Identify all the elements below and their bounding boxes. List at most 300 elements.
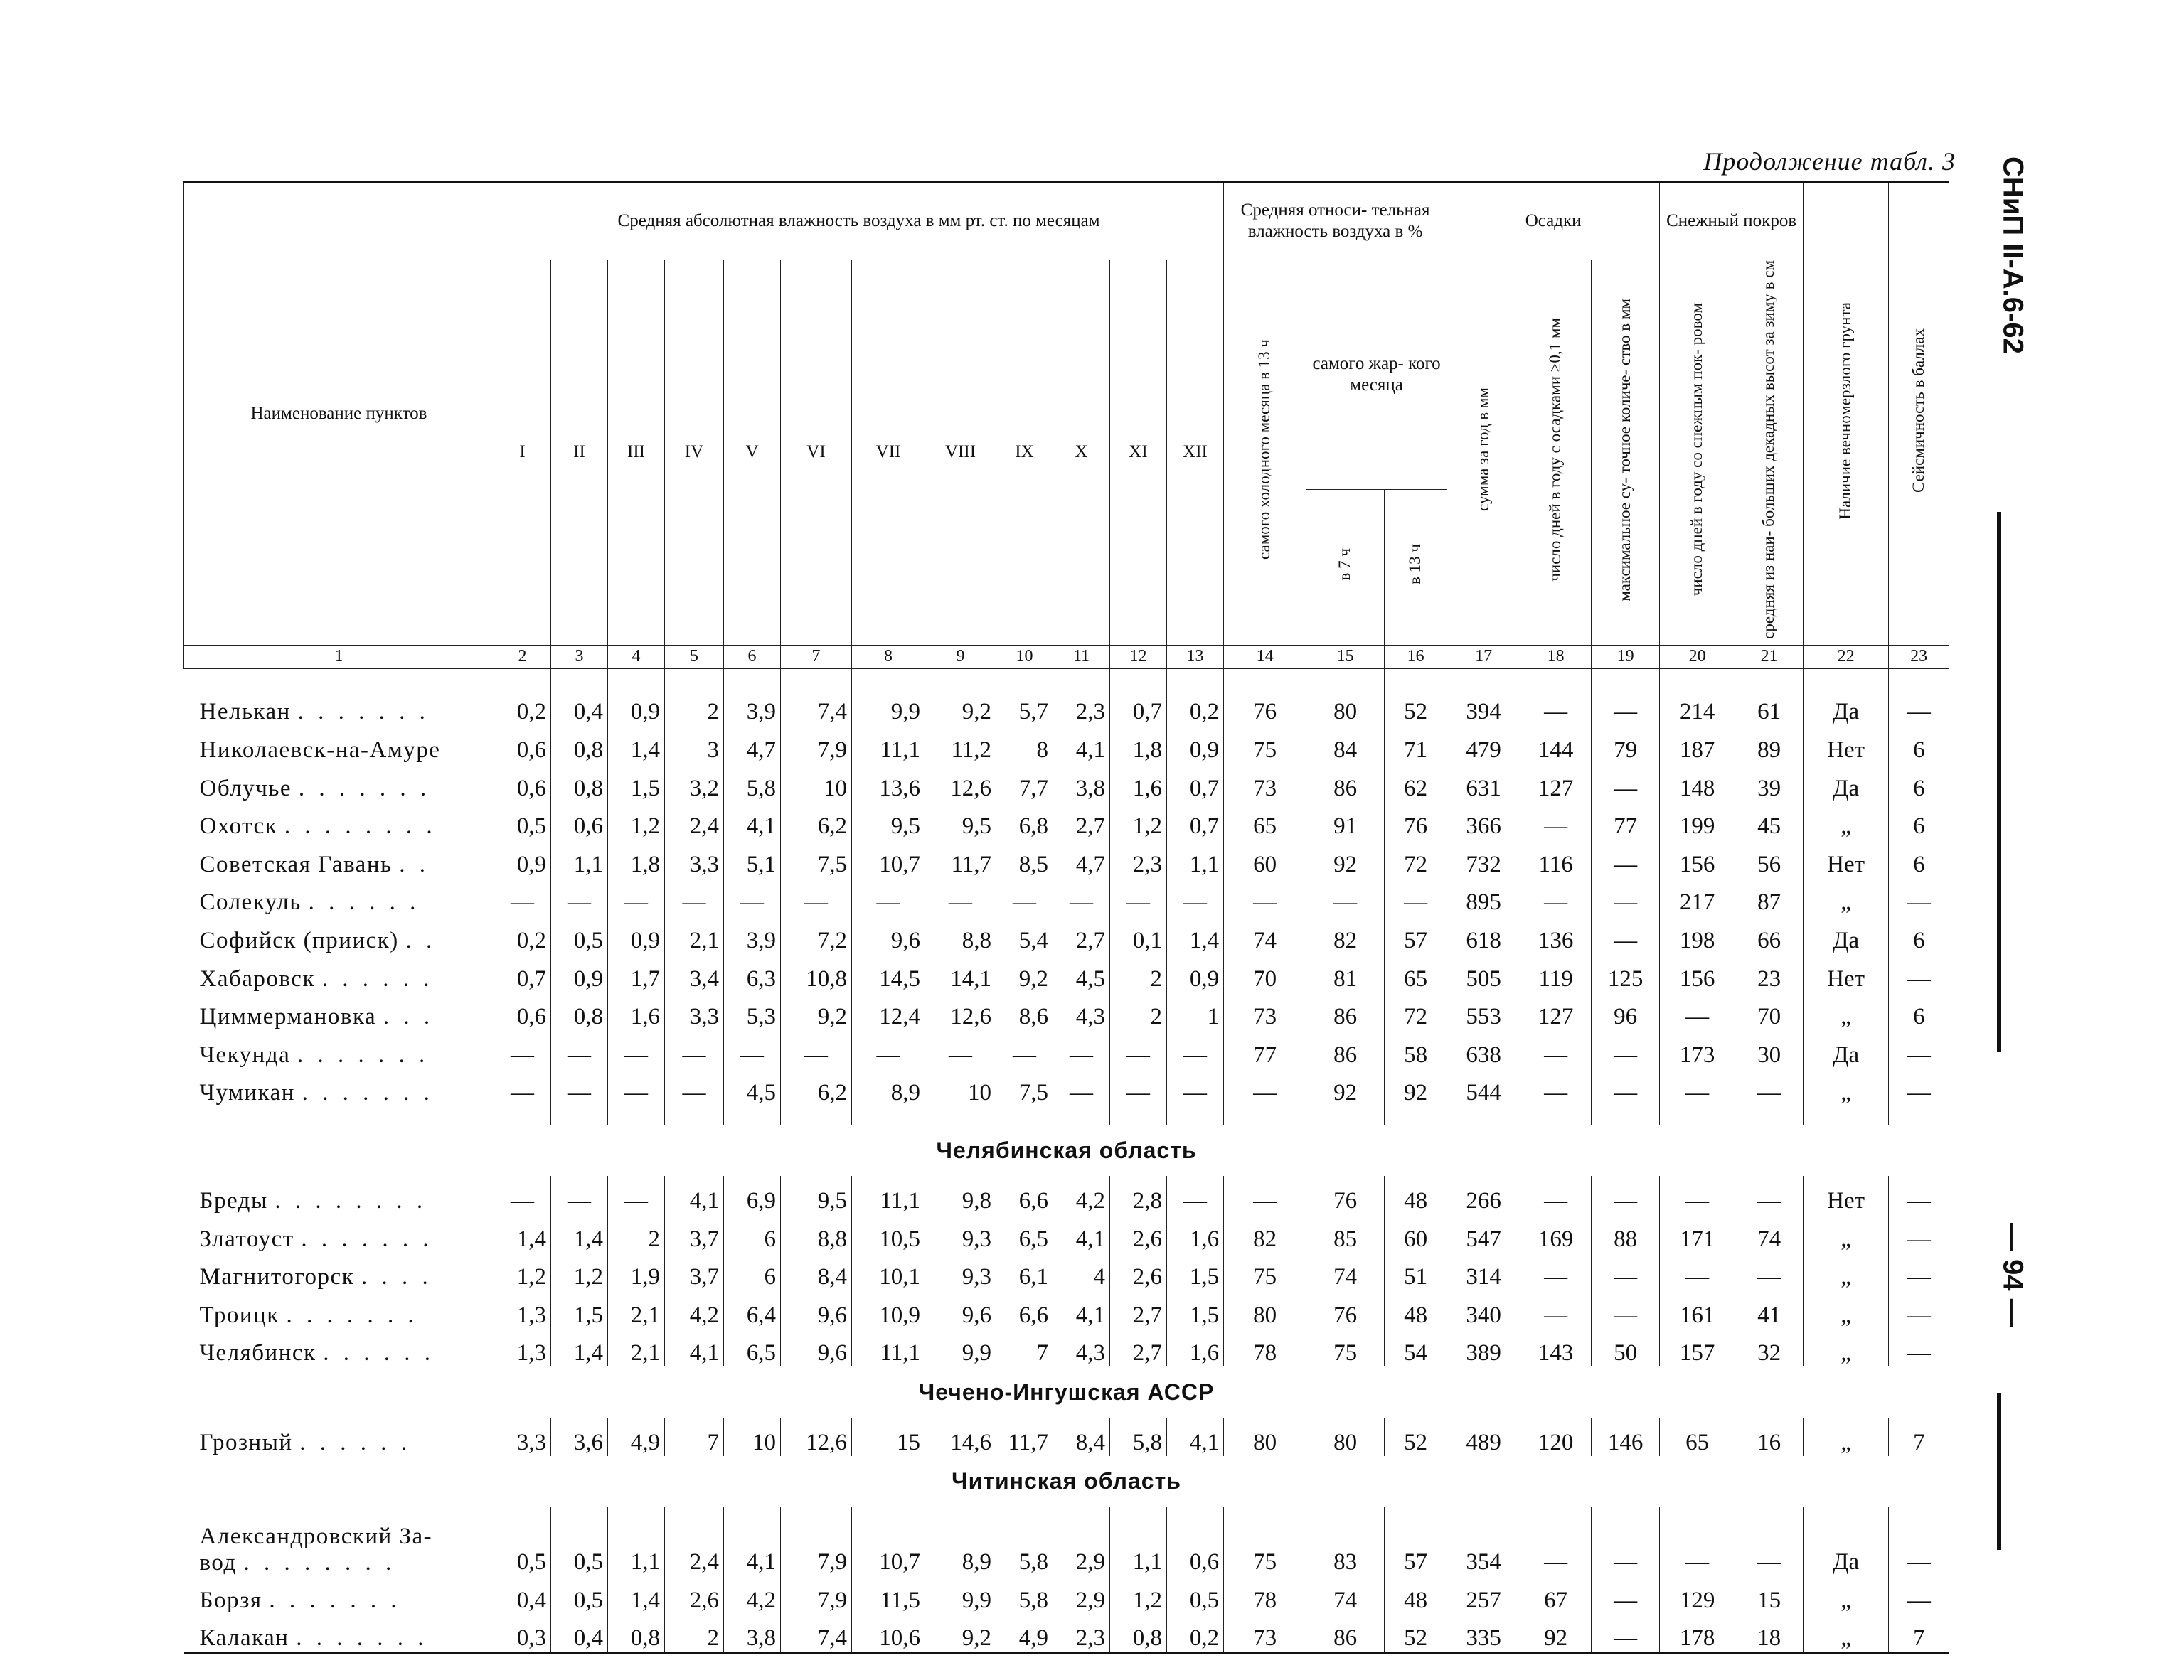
table-cell: 0,7 — [1110, 687, 1167, 726]
table-cell: — — [1520, 878, 1592, 916]
col-header-at13 — [1385, 489, 1447, 645]
spacer-row — [184, 668, 1949, 687]
station-name-text: Хабаровск — [199, 965, 322, 992]
table-cell: 3,3 — [665, 993, 724, 1031]
spacer-cell — [925, 668, 996, 687]
table-cell: Нет — [1804, 1176, 1889, 1214]
table-cell: 54 — [1385, 1329, 1447, 1367]
table-cell: Да — [1804, 916, 1889, 954]
station-name — [184, 1069, 494, 1107]
table-cell: — — [1385, 878, 1447, 916]
spacer-cell — [1735, 1106, 1804, 1125]
table-cell: 9,9 — [925, 1329, 996, 1367]
table-cell: Нет — [1804, 725, 1889, 764]
table-cell: 1,5 — [551, 1290, 608, 1329]
table-cell: 257 — [1447, 1575, 1520, 1614]
table-cell: 12,6 — [925, 993, 996, 1031]
table-cell: 80 — [1306, 1418, 1385, 1456]
table-cell: 96 — [1592, 993, 1660, 1031]
table-cell: 11,2 — [925, 725, 996, 764]
table-cell: 23 — [1735, 954, 1804, 993]
table-cell: — — [1735, 1069, 1804, 1107]
table-cell: 0,9 — [551, 954, 608, 993]
table-cell: 6,3 — [724, 954, 781, 993]
table-cell: „ — [1804, 1575, 1889, 1614]
table-cell: 895 — [1447, 878, 1520, 916]
table-cell: — — [551, 1030, 608, 1069]
table-cell: 0,4 — [551, 687, 608, 726]
table-cell: 2,4 — [665, 1507, 724, 1575]
table-cell: 75 — [1224, 725, 1306, 764]
table-cell: 87 — [1735, 878, 1804, 916]
table-cell: 3,7 — [665, 1253, 724, 1291]
station-name — [184, 954, 494, 993]
table-cell: 75 — [1224, 1253, 1306, 1291]
table-cell: 9,6 — [781, 1290, 852, 1329]
table-cell: 88 — [1592, 1214, 1660, 1253]
table-cell: 77 — [1592, 802, 1660, 840]
col-header-abs-humidity: Средняя абсолютная влажность воздуха в мм рт. ст. по месяцам — [494, 182, 1224, 260]
leader-dots: . . . . — [361, 1264, 432, 1290]
table-cell: — — [1889, 1214, 1949, 1253]
station-name — [184, 1290, 494, 1329]
table-cell: 62 — [1385, 764, 1447, 802]
table-cell: 7,9 — [781, 1575, 852, 1614]
col-header-coldest-text: самого холодного месяца в 13 ч — [1255, 339, 1274, 560]
column-number: 11 — [1053, 645, 1110, 668]
station-name-text: Челябинск — [199, 1340, 324, 1366]
col-header-precip: Осадки — [1447, 182, 1660, 260]
table-cell: 1,6 — [1110, 764, 1167, 802]
table-cell: Нет — [1804, 840, 1889, 878]
table-cell: 75 — [1306, 1329, 1385, 1367]
station-name-text: вод — [199, 1549, 244, 1575]
spacer-cell — [1592, 1106, 1660, 1125]
station-name — [184, 878, 494, 916]
table-cell: 0,8 — [551, 725, 608, 764]
table-cell: 1,8 — [1110, 725, 1167, 764]
table-cell: — — [781, 878, 852, 916]
table-cell: 4,7 — [724, 725, 781, 764]
table-cell: 75 — [1224, 1507, 1306, 1575]
column-number: 8 — [852, 645, 925, 668]
table-cell: 10,6 — [852, 1614, 925, 1653]
table-cell: 1,1 — [608, 1507, 665, 1575]
table-cell: 0,2 — [1167, 687, 1224, 726]
table-cell: — — [1520, 1069, 1592, 1107]
table-cell: 9,2 — [925, 687, 996, 726]
column-number-row — [184, 645, 1949, 668]
table-cell: 61 — [1735, 687, 1804, 726]
spacer-cell — [665, 1106, 724, 1125]
spacer-cell — [1167, 668, 1224, 687]
station-name — [184, 764, 494, 802]
table-cell: 10 — [925, 1069, 996, 1107]
table-cell: — — [1660, 1069, 1735, 1107]
table-cell: — — [1592, 1575, 1660, 1614]
table-cell: — — [1592, 687, 1660, 726]
table-cell: 732 — [1447, 840, 1520, 878]
table-cell: 74 — [1735, 1214, 1804, 1253]
table-cell: 4,1 — [665, 1329, 724, 1367]
table-cell: — — [1889, 1253, 1949, 1291]
table-cell: 16 — [1735, 1418, 1804, 1456]
spacer-cell — [1660, 668, 1735, 687]
table-cell: 169 — [1520, 1214, 1592, 1253]
table-cell: 143 — [1520, 1329, 1592, 1367]
table-cell: 9,9 — [852, 687, 925, 726]
table-cell: 5,8 — [996, 1575, 1053, 1614]
table-cell: 0,5 — [494, 1507, 551, 1575]
spacer-cell — [1804, 1106, 1889, 1125]
table-cell: — — [665, 878, 724, 916]
table-cell: 65 — [1385, 954, 1447, 993]
table-cell: 86 — [1306, 1614, 1385, 1653]
table-cell: — — [1660, 1253, 1735, 1291]
table-cell: 1,5 — [1167, 1290, 1224, 1329]
document-code — [1984, 156, 2041, 441]
station-name — [184, 916, 494, 954]
table-cell: 8,4 — [781, 1253, 852, 1291]
table-cell: 0,6 — [494, 993, 551, 1031]
table-cell: 0,5 — [551, 916, 608, 954]
table-cell: 5,1 — [724, 840, 781, 878]
column-number: 23 — [1889, 645, 1949, 668]
table-cell: 10,9 — [852, 1290, 925, 1329]
table-cell: 2,3 — [1053, 687, 1110, 726]
station-name-text: Чекунда — [199, 1042, 298, 1068]
table-cell: 9,6 — [852, 916, 925, 954]
spacer-cell — [1385, 668, 1447, 687]
table-cell: 119 — [1520, 954, 1592, 993]
leader-dots: . . . . . . . — [297, 699, 430, 725]
table-cell: 4,2 — [724, 1575, 781, 1614]
table-row — [184, 1507, 1949, 1575]
table-cell: „ — [1804, 1253, 1889, 1291]
table-cell: 366 — [1447, 802, 1520, 840]
column-number: 13 — [1167, 645, 1224, 668]
table-cell: 120 — [1520, 1418, 1592, 1456]
table-cell: 1,1 — [1110, 1507, 1167, 1575]
table-cell: 6,2 — [781, 1069, 852, 1107]
table-cell: 2,9 — [1053, 1575, 1110, 1614]
table-cell: 3 — [665, 725, 724, 764]
table-cell: 161 — [1660, 1290, 1735, 1329]
station-name — [184, 1253, 494, 1291]
table-cell: 48 — [1385, 1176, 1447, 1214]
table-cell: 214 — [1660, 687, 1735, 726]
col-header-month: V — [724, 260, 781, 646]
table-cell: 631 — [1447, 764, 1520, 802]
station-name-text: Троицк — [199, 1302, 287, 1328]
table-cell: 156 — [1660, 954, 1735, 993]
table-cell: 32 — [1735, 1329, 1804, 1367]
table-cell: 5,8 — [724, 764, 781, 802]
table-cell: — — [1889, 1176, 1949, 1214]
table-cell: 1,7 — [608, 954, 665, 993]
table-row — [184, 1214, 1949, 1253]
station-name — [184, 1575, 494, 1614]
table-cell: 11,7 — [925, 840, 996, 878]
station-name-text: Бреды — [199, 1187, 275, 1214]
table-cell: 8,9 — [852, 1069, 925, 1107]
col-header-month: VI — [781, 260, 852, 646]
table-cell: 0,7 — [1167, 802, 1224, 840]
table-cell: 0,6 — [494, 725, 551, 764]
table-cell: — — [925, 878, 996, 916]
table-cell: 1,5 — [608, 764, 665, 802]
table-cell: 39 — [1735, 764, 1804, 802]
table-cell: — — [1889, 954, 1949, 993]
table-cell: — — [1889, 878, 1949, 916]
table-cell: 2,6 — [665, 1575, 724, 1614]
table-cell: 4,1 — [1053, 1290, 1110, 1329]
col-header-snow-height — [1735, 260, 1804, 646]
table-cell: — — [781, 1030, 852, 1069]
table-row — [184, 764, 1949, 802]
table-cell: 4,2 — [1053, 1176, 1110, 1214]
table-cell: 4,2 — [665, 1290, 724, 1329]
column-number: 19 — [1592, 645, 1660, 668]
table-cell: 1,5 — [1167, 1253, 1224, 1291]
table-cell: 0,5 — [551, 1507, 608, 1575]
leader-dots: . . . . . . . — [269, 1587, 401, 1613]
table-header — [184, 182, 1949, 669]
col-header-coldest — [1224, 260, 1306, 646]
col-header-month: I — [494, 260, 551, 646]
col-header-permafrost-text: Наличие вечномерзлого грунта — [1836, 302, 1855, 520]
table-cell: 5,4 — [996, 916, 1053, 954]
table-cell: 6,9 — [724, 1176, 781, 1214]
table-cell: 7 — [1889, 1614, 1949, 1653]
table-cell: — — [1306, 878, 1385, 916]
table-cell: 9,5 — [925, 802, 996, 840]
table-cell: 73 — [1224, 993, 1306, 1031]
table-cell: 14,1 — [925, 954, 996, 993]
table-cell: 1,2 — [494, 1253, 551, 1291]
table-cell: 11,5 — [852, 1575, 925, 1614]
table-cell: 10 — [781, 764, 852, 802]
table-cell: 638 — [1447, 1030, 1520, 1069]
spacer-cell — [1053, 1106, 1110, 1125]
station-name-text: Магнитогорск — [199, 1264, 361, 1290]
table-cell: 7,4 — [781, 687, 852, 726]
table-cell: 0,1 — [1110, 916, 1167, 954]
table-cell: 2,1 — [608, 1290, 665, 1329]
table-cell: 48 — [1385, 1290, 1447, 1329]
table-cell: — — [1520, 1507, 1592, 1575]
table-cell: 89 — [1735, 725, 1804, 764]
table-cell: 52 — [1385, 1418, 1447, 1456]
table-cell: 92 — [1385, 1069, 1447, 1107]
col-header-snow-days — [1660, 260, 1735, 646]
table-cell: 5,8 — [996, 1507, 1053, 1575]
table-cell: 1,4 — [494, 1214, 551, 1253]
table-row — [184, 1614, 1949, 1653]
table-cell: 0,9 — [1167, 725, 1224, 764]
table-cell: — — [1660, 993, 1735, 1031]
table-cell: 86 — [1306, 1030, 1385, 1069]
table-cell: 8,8 — [781, 1214, 852, 1253]
table-cell: 0,9 — [608, 687, 665, 726]
spacer-cell — [1520, 668, 1592, 687]
region-heading: Чечено-Ингушская АССР — [918, 1379, 1215, 1405]
column-number: 22 — [1804, 645, 1889, 668]
spacer-cell — [1110, 1106, 1167, 1125]
leader-dots: . . . . . . . — [302, 1080, 434, 1106]
table-cell: — — [608, 1176, 665, 1214]
table-cell: 7,9 — [781, 725, 852, 764]
spacer-cell — [1306, 668, 1385, 687]
table-row — [184, 1290, 1949, 1329]
table-cell: 2,8 — [1110, 1176, 1167, 1214]
table-cell: 7,4 — [781, 1614, 852, 1653]
table-cell: 7 — [1889, 1418, 1949, 1456]
table-cell: 9,6 — [925, 1290, 996, 1329]
table-cell: 14,6 — [925, 1418, 996, 1456]
table-cell: 2,7 — [1053, 802, 1110, 840]
table-cell: 2,6 — [1110, 1253, 1167, 1291]
side-rule-bottom — [1997, 1393, 2001, 1550]
table-cell: — — [724, 1030, 781, 1069]
table-cell: — — [1110, 1069, 1167, 1107]
spacer-cell — [1520, 1106, 1592, 1125]
table-cell: 10,5 — [852, 1214, 925, 1253]
station-name-line1: Александровский За- — [199, 1524, 433, 1550]
table-cell: 6 — [1889, 802, 1949, 840]
table-cell: 2 — [665, 1614, 724, 1653]
table-cell: 9,2 — [996, 954, 1053, 993]
table-cell: — — [1224, 878, 1306, 916]
table-cell: 199 — [1660, 802, 1735, 840]
table-row — [184, 916, 1949, 954]
table-cell: 266 — [1447, 1176, 1520, 1214]
table-cell: „ — [1804, 1614, 1889, 1653]
table-cell: — — [1889, 687, 1949, 726]
table-cell: „ — [1804, 1418, 1889, 1456]
table-row — [184, 1329, 1949, 1367]
table-cell: — — [1520, 1176, 1592, 1214]
table-cell: 1,3 — [494, 1329, 551, 1367]
table-row — [184, 1575, 1949, 1614]
column-number: 5 — [665, 645, 724, 668]
table-cell: — — [1735, 1507, 1804, 1575]
column-number: 21 — [1735, 645, 1804, 668]
table-cell: 1,6 — [1167, 1329, 1224, 1367]
table-cell: 3,9 — [724, 916, 781, 954]
table-cell: — — [1167, 878, 1224, 916]
table-cell: 6 — [724, 1253, 781, 1291]
table-cell: — — [925, 1030, 996, 1069]
table-cell: 12,6 — [925, 764, 996, 802]
table-cell: — — [1889, 1030, 1949, 1069]
col-header-at7 — [1306, 489, 1385, 645]
col-header-precip-sum-text: сумма за год в мм — [1474, 387, 1492, 512]
table-cell: 4 — [1053, 1253, 1110, 1291]
table-cell: 65 — [1224, 802, 1306, 840]
station-name-text: Златоуст — [199, 1226, 302, 1252]
spacer-cell — [724, 1106, 781, 1125]
table-row — [184, 1069, 1949, 1107]
col-header-month: II — [551, 260, 608, 646]
spacer-row — [184, 1106, 1949, 1125]
table-cell: — — [665, 1030, 724, 1069]
continuation-caption: Продолжение табл. 3 — [1703, 147, 1956, 176]
table-cell: — — [1167, 1176, 1224, 1214]
table-cell: Нет — [1804, 954, 1889, 993]
table-cell: 3,2 — [665, 764, 724, 802]
table-cell: 8,6 — [996, 993, 1053, 1031]
table-cell: 340 — [1447, 1290, 1520, 1329]
spacer-cell — [184, 1106, 494, 1125]
table-cell: 0,2 — [494, 916, 551, 954]
table-cell: 1,2 — [1110, 1575, 1167, 1614]
table-cell: 7 — [996, 1329, 1053, 1367]
col-header-month: IV — [665, 260, 724, 646]
spacer-cell — [1660, 1106, 1735, 1125]
table-cell: — — [665, 1069, 724, 1107]
table-cell: 1,4 — [608, 725, 665, 764]
table-cell: 2,7 — [1053, 916, 1110, 954]
table-cell: 92 — [1306, 840, 1385, 878]
table-cell: — — [608, 878, 665, 916]
leader-dots: . . . . . . . — [297, 1042, 430, 1068]
table-cell: 76 — [1224, 687, 1306, 726]
column-number: 9 — [925, 645, 996, 668]
side-rule-top — [1997, 512, 2001, 1052]
table-cell: — — [996, 1030, 1053, 1069]
table-cell: 9,3 — [925, 1214, 996, 1253]
spacer-cell — [996, 668, 1053, 687]
table-cell: — — [1889, 1329, 1949, 1367]
table-cell: 2,3 — [1053, 1614, 1110, 1653]
table-row — [184, 1418, 1949, 1456]
column-number: 12 — [1110, 645, 1167, 668]
table-cell: 8 — [996, 725, 1053, 764]
table-cell: — — [494, 1069, 551, 1107]
table-cell: 67 — [1520, 1575, 1592, 1614]
table-cell: 4,3 — [1053, 993, 1110, 1031]
table-cell: 86 — [1306, 764, 1385, 802]
table-cell: 5,3 — [724, 993, 781, 1031]
table-cell: 0,5 — [1167, 1575, 1224, 1614]
spacer-cell — [925, 1106, 996, 1125]
leader-dots: . . . . . . . . — [284, 813, 437, 840]
table-cell: 7,5 — [781, 840, 852, 878]
table-cell: 76 — [1385, 802, 1447, 840]
spacer-cell — [184, 668, 494, 687]
station-name-text: Софийск (прииск) — [199, 928, 406, 953]
table-cell: 9,6 — [781, 1329, 852, 1367]
table-cell: 146 — [1592, 1418, 1660, 1456]
table-cell: 2 — [608, 1214, 665, 1253]
station-name-text: Солекуль — [199, 889, 309, 916]
climate-table — [183, 181, 1949, 1654]
document-code-text: СНиП II-А.6-62 — [1997, 156, 2029, 354]
table-cell: 187 — [1660, 725, 1735, 764]
table-cell: — — [1520, 687, 1592, 726]
table-cell: 198 — [1660, 916, 1735, 954]
table-cell: 9,2 — [925, 1614, 996, 1653]
table-cell: 6,1 — [996, 1253, 1053, 1291]
col-header-hottest: самого жар- кого месяца — [1306, 260, 1447, 490]
table-cell: — — [1167, 1030, 1224, 1069]
table-cell: 171 — [1660, 1214, 1735, 1253]
station-name — [184, 993, 494, 1031]
spacer-cell — [996, 1106, 1053, 1125]
table-cell: 389 — [1447, 1329, 1520, 1367]
table-cell: — — [1592, 1030, 1660, 1069]
